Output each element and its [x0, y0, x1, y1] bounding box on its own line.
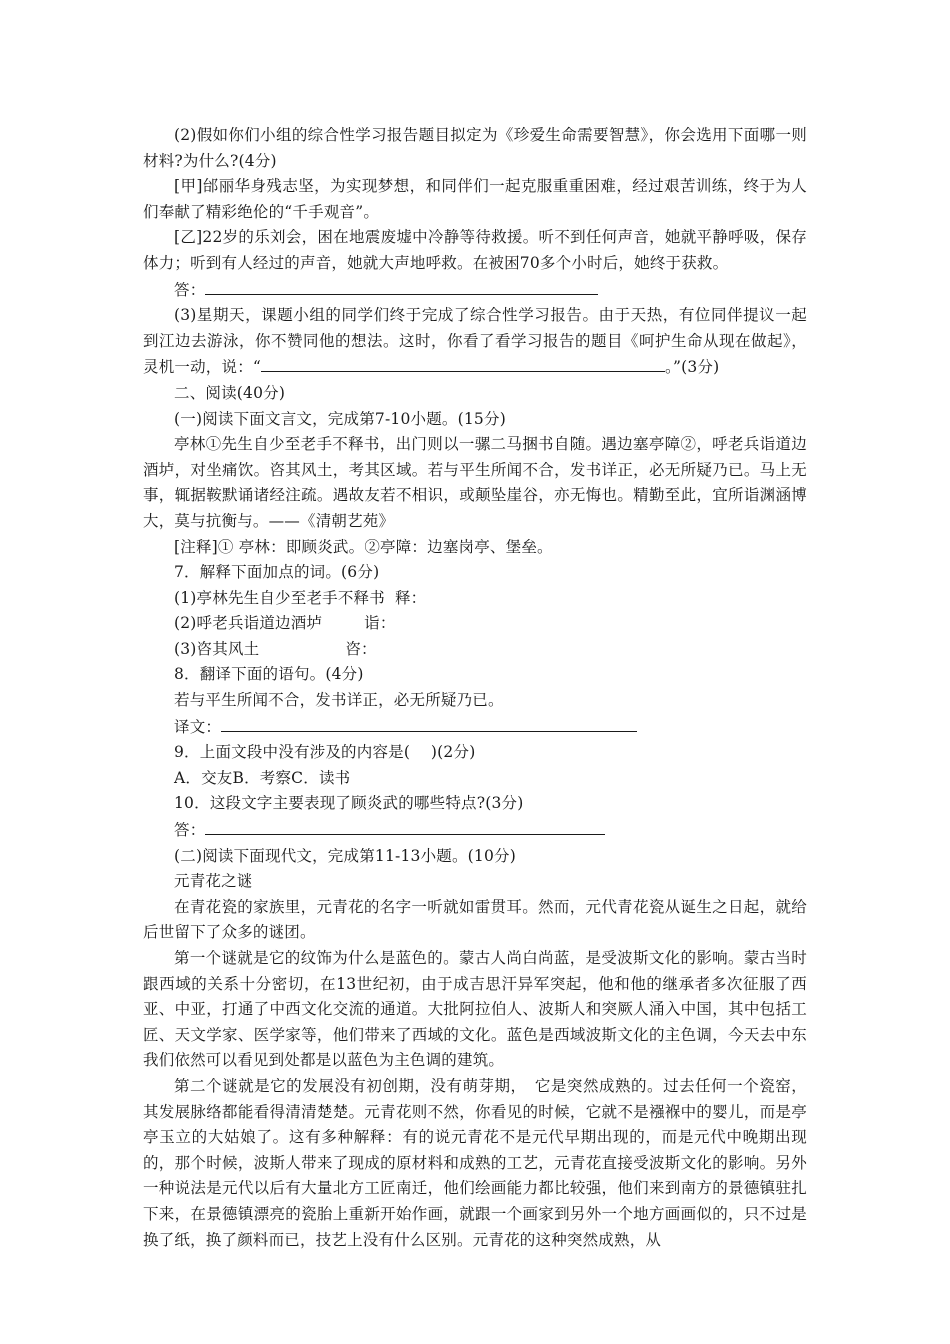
q8-title: 8．翻译下面的语句。(4分)	[174, 665, 364, 684]
q8-translation-line[interactable]	[221, 714, 637, 732]
translation-label: 译文：	[174, 717, 222, 736]
q7-item-2-text: (2)呼老兵诣道边酒垆	[174, 614, 323, 633]
article-title: 元青花之谜	[174, 872, 253, 891]
q7-item-3	[143, 637, 807, 663]
article-paragraph: 第二个谜就是它的发展没有初创期，没有萌芽期， 它是突然成熟的。过去任何一个瓷窑，其发展脉络都能看得清清楚楚。元青花则不然，你看见的时候，它就不是襁褓中的婴儿，而是亭亭玉立的大姑娘了。这有多种解释：有的说元青花不是元代早期出现的，而是元代中晚期出现的，那个时候，波斯人带来了现成的原材料和成熟的工艺，元青花直接受波斯文化的影响。另外一种说法是元代以后有大量北方工匠南迁，他们绘画能力都比较强，他们来到南方的景德镇驻扎下来，在景德镇漂亮的瓷胎上重新开始作画，就跟一个画家到另外一个地方画画似的，只不过是换了纸，换了颜料而已，技艺上没有什么区别。元青花的这种突然成熟，从	[143, 1076, 807, 1249]
q3-suffix: 。”(3分)	[665, 358, 720, 377]
part1-title: (一)阅读下面文言文，完成第7-10小题。(15分)	[174, 409, 506, 428]
article-paragraph: 第一个谜就是它的纹饰为什么是蓝色的。蒙古人尚白尚蓝，是受波斯文化的影响。蒙古当时跟西域的关系十分密切，在13世纪初，由于成吉思汗异军突起，他和他的继承者多次征服了西亚、中亚，打通了中西文化交流的通道。大批阿拉伯人、波斯人和突厥人涌入中国，其中包括工匠、天文学家、医学家等，他们带来了西域的文化。蓝色是西域波斯文化的主色调，今天去中东我们依然可以看见到处都是以蓝色为主色调的建筑。	[143, 949, 807, 1070]
q9-options: A．交友B．考察C．读书	[174, 768, 351, 787]
q2-answer-line[interactable]	[205, 277, 598, 295]
q7-item-1-label: 释：	[394, 588, 427, 607]
q2-prompt: (2)假如你们小组的综合性学习报告题目拟定为《珍爱生命需要智慧》，你会选用下面哪一则材料?为什么?(4分)	[143, 126, 807, 170]
q3-prompt	[143, 303, 807, 381]
q8-sentence: 若与平生所闻不合，发书详正，必无所疑乃已。	[174, 691, 504, 710]
q2-material-a: [甲]邰丽华身残志坚，为实现梦想，和同伴们一起克服重重困难，经过艰苦训练，终于为人们奉献了精彩绝伦的“千手观音”。	[143, 177, 807, 221]
annotation-note: [注释]① 亭林：即顾炎武。②亭障：边塞岗亭、堡垒。	[174, 537, 553, 556]
q7-item-3-text: (3)咨其风土	[174, 639, 260, 658]
q9-title: 9．上面文段中没有涉及的内容是( )(2分)	[174, 743, 476, 762]
q7-item-1	[143, 586, 807, 612]
document-page	[143, 123, 807, 1253]
q7-item-1-text: (1)亭林先生自少至老手不释书	[174, 588, 385, 607]
classical-text: 亭林①先生自少至老手不释书，出门则以一骡二马捆书自随。遇边塞亭障②，呼老兵诣道边酒垆，对坐痛饮。咨其风土，考其区域。若与平生所闻不合，发书详正，必无所疑乃已。马上无事，辄据鞍默诵诸经注疏。遇故友若不相识，或颠坠崖谷，亦无悔也。精勤至此，宜所诣渊涵博大，莫与抗衡与。——《清朝艺苑》	[143, 435, 807, 530]
q10-answer-row	[143, 817, 807, 844]
q8-translation-row	[143, 714, 807, 741]
answer-label: 答：	[174, 280, 206, 299]
q10-title: 10．这段文字主要表现了顾炎武的哪些特点?(3分)	[174, 794, 524, 813]
q7-item-3-label: 咨：	[345, 639, 377, 658]
q2-answer-row	[143, 277, 807, 304]
q3-prompt-text: (3)星期天，课题小组的同学们终于完成了综合性学习报告。由于天热，有位同伴提议一起到江边去游泳，你不赞同他的想法。这时，你看了看学习报告的题目《呵护生命从现在做起》，灵机一动，说：“	[143, 306, 807, 377]
q3-answer-line[interactable]	[261, 354, 665, 372]
q2-material-b: [乙]22岁的乐刘会，困在地震废墟中冷静等待救援。听不到任何声音，她就平静呼吸，保存体力；听到有人经过的声音，她就大声地呼救。在被困70多个小时后，她终于获救。	[143, 228, 807, 272]
q7-item-2-label: 诣：	[364, 614, 396, 633]
answer-label: 答：	[174, 821, 206, 840]
part2-title: (二)阅读下面现代文，完成第11-13小题。(10分)	[174, 846, 516, 865]
q7-item-2	[143, 611, 807, 637]
section2-title: 二、阅读(40分)	[174, 383, 286, 402]
q10-answer-line[interactable]	[205, 817, 605, 835]
article-paragraph: 在青花瓷的家族里，元青花的名字一听就如雷贯耳。然而，元代青花瓷从诞生之日起，就给后世留下了众多的谜团。	[143, 897, 807, 942]
q7-title: 7．解释下面加点的词。(6分)	[174, 563, 380, 582]
